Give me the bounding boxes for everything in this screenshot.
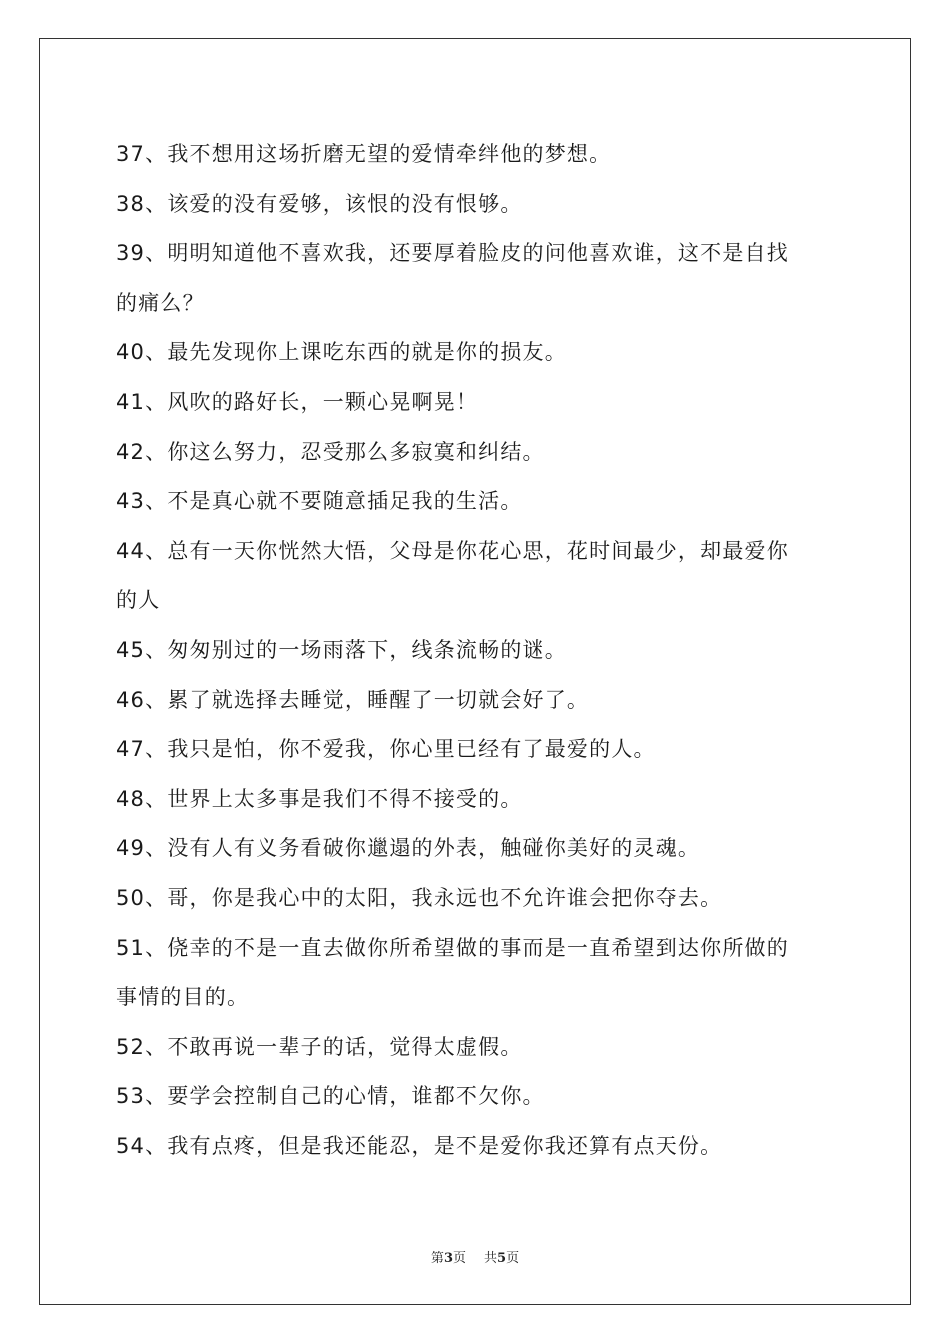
text-line: 48、世界上太多事是我们不得不接受的。	[116, 786, 523, 811]
text-line: 47、我只是怕，你不爱我，你心里已经有了最爱的人。	[116, 737, 656, 762]
page-suffix: 页	[452, 1251, 466, 1266]
total-page-number: 5	[497, 1251, 507, 1266]
text-line: 50、哥，你是我心中的太阳，我永远也不允许谁会把你夺去。	[116, 885, 723, 910]
text-line: 49、没有人有义务看破你邋遢的外表，触碰你美好的灵魂。	[116, 836, 701, 861]
text-line: 45、匆匆别过的一场雨落下，线条流畅的谜。	[116, 637, 567, 662]
text-line: 43、不是真心就不要随意插足我的生活。	[116, 489, 523, 514]
page-footer	[0, 1247, 950, 1266]
text-line: 52、不敢再说一辈子的话，觉得太虚假。	[116, 1034, 523, 1059]
text-line: 事情的目的。	[116, 985, 250, 1010]
text-line: 44、总有一天你恍然大悟，父母是你花心思，花时间最少，却最爱你	[116, 538, 789, 563]
text-line: 37、我不想用这场折磨无望的爱情牵绊他的梦想。	[116, 142, 612, 166]
text-line: 的痛么？	[116, 290, 205, 315]
text-line: 的人	[116, 588, 161, 613]
text-line: 40、最先发现你上课吃东西的就是你的损友。	[116, 340, 567, 365]
text-line: 53、要学会控制自己的心情，谁都不欠你。	[116, 1084, 545, 1109]
text-line: 54、我有点疼，但是我还能忍，是不是爱你我还算有点天份。	[116, 1133, 723, 1158]
total-suffix: 页	[506, 1251, 520, 1266]
page-prefix: 第	[430, 1251, 444, 1266]
text-line: 41、风吹的路好长，一颗心晃啊晃！	[116, 389, 479, 414]
total-prefix: 共	[484, 1251, 498, 1266]
text-line: 46、累了就选择去睡觉，睡醒了一切就会好了。	[116, 687, 590, 712]
text-line: 38、该爱的没有爱够，该恨的没有恨够。	[116, 191, 523, 216]
text-line: 51、侥幸的不是一直去做你所希望做的事而是一直希望到达你所做的	[116, 935, 789, 960]
text-line: 39、明明知道他不喜欢我，还要厚着脸皮的问他喜欢谁，这不是自找	[116, 241, 789, 266]
document-body	[116, 130, 846, 1171]
text-line: 42、你这么努力，忍受那么多寂寞和纠结。	[116, 439, 545, 464]
current-page-number: 3	[443, 1251, 453, 1266]
